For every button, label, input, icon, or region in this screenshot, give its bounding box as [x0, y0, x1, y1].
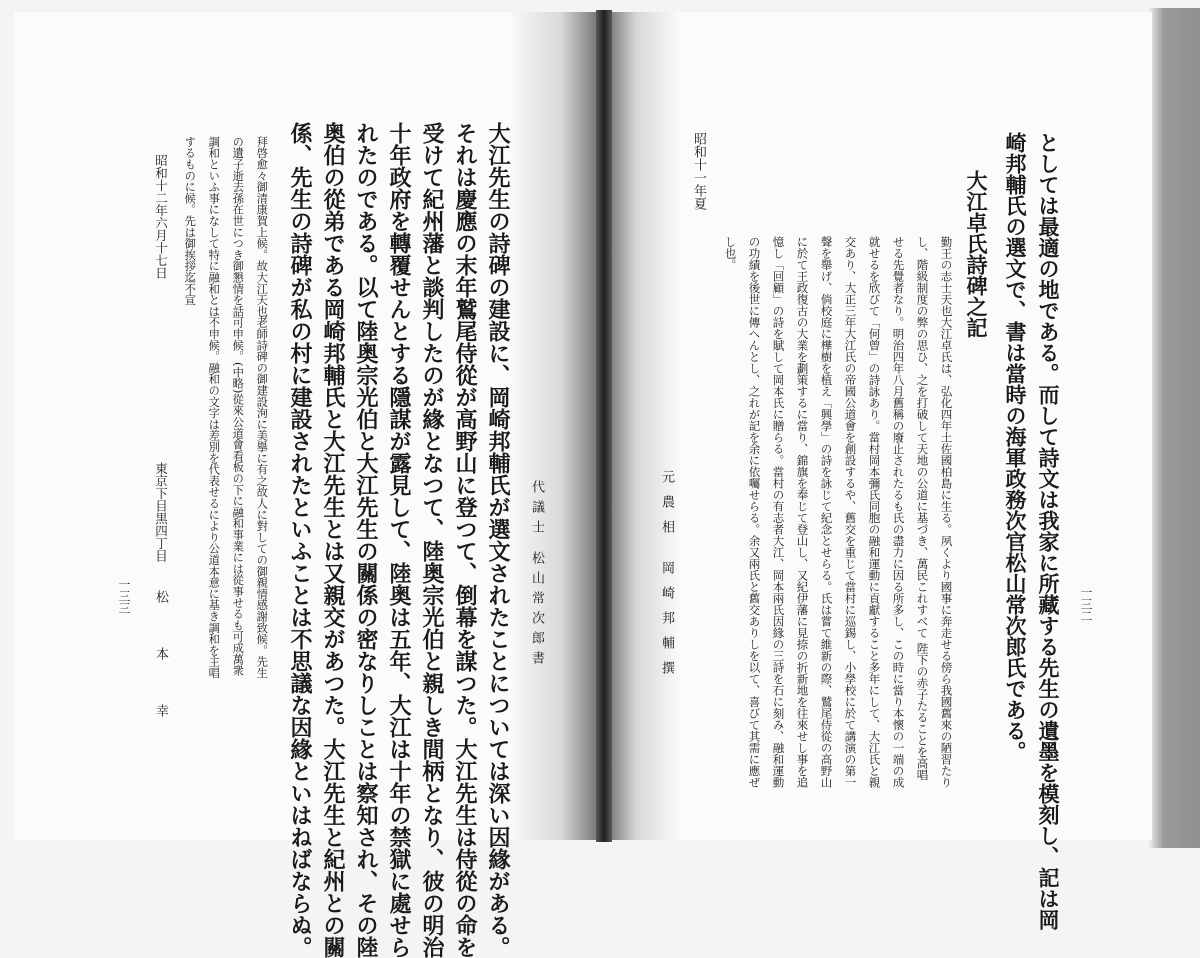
body-line: 受けて紀州藩と談判したのが緣となつて、陸奥宗光伯と親しき間柄となり、彼の明治 — [419, 122, 445, 958]
letter-line: 調和といふ事になして特に融和とは不申候。融和の文字は差別を代表せるにより公道本意に基き調和を主唱 — [207, 136, 221, 679]
letter-sender: 松 本 幸 — [153, 590, 168, 738]
inscription-line: 聲を舉げ、倘校庭に樺樹を植え「興學」の詩を詠じて紀念とせらる。氏は嘗て維新の際、鷲尾侍從の高野山 — [819, 236, 834, 788]
letter-line: 拜啓愈々御清康賀上候。故大江天也老師詩碑の御建設洵に美擧に有之故人に對しての御親情感謝致候。先生 — [255, 136, 269, 679]
inscription-line: し、階級制度の弊の思ひ、之を打破して天地の公道に基づき、萬民これすべて 陛下の赤子たることを高唱 — [915, 236, 930, 781]
body-line: れたのである。以て陸奥宗光伯と大江先生の關係の密なりしことは察知され、その陸 — [353, 122, 379, 958]
body-line: 係、先生の詩碑が私の村に建設されたといふことは不思議な因緣といはねばならぬ。 — [287, 122, 313, 958]
letter-address: 東京下目黒四丁目 — [153, 462, 169, 562]
page-number: 一三二 — [1079, 586, 1093, 622]
intro-line: 崎邦輔氏の選文で、書は當時の海軍政務次官松山常次郎氏である。 — [1003, 132, 1028, 762]
body-line: 奥伯の從弟である岡崎邦輔氏と大江先生とは又親交があつた。大江先生と紀州との關 — [320, 122, 346, 958]
inscription-line: 交あり、大正三年大江氏の帝國公道會を創設するや、舊交を重じて當村に巡錫し、小學校に於て講演の第一 — [843, 236, 858, 788]
letter-date: 昭和十二年六月十七日 — [153, 154, 169, 279]
inscription-line: に於て王政復古の大業を劃策するに當り、錦旗を奉じて登山し、又紀伊藩に見捺の折新地を往來せし事を追 — [795, 236, 810, 788]
scan-edge-shadow — [1148, 8, 1200, 848]
letter-line: するものに候。先は御挨拶迄不宣 — [183, 136, 197, 306]
inscription-line: せる先覺者なり。明治四年八月舊稱の廢止されたるも氏の盡力に因る所多し、この時に當り本懷の一端の成 — [891, 236, 906, 788]
inscription-line: 就せるを欣びて「何曾」の詩詠あり。當村岡本彌氏同胞の融和運動に貢獻すること多年にして、大江氏と親 — [867, 236, 882, 788]
inscription-line: し也。 — [723, 236, 738, 271]
intro-line: としては最適の地である。而して詩文は我家に所藏する先生の遺墨を模刻し、記は岡 — [1036, 132, 1061, 930]
inscription-title: 大江卓氏詩碑之記 — [964, 170, 989, 338]
body-line: それは慶應の末年鷲尾侍從が高野山に登つて、倒幕を謀つた。大江先生は侍從の命を — [452, 122, 478, 958]
author-signature: 元農相 岡崎邦輔撰 — [659, 470, 674, 687]
book-gutter — [596, 10, 612, 842]
letter-line: の遺子逝去孫在世につき御懇情を話可申候。(中略)從來公道會看板の下に融和事業には從事せるも可成萬衆 — [231, 136, 245, 676]
inscription-date: 昭和十一年夏 — [691, 132, 706, 210]
body-line: 大江先生の詩碑の建設に、岡崎邦輔氏が選文されたことについては深い因緣がある。 — [485, 122, 511, 958]
calligrapher-signature: 代議士 松山常次郎書 — [529, 480, 544, 672]
page-number: 一三三 — [117, 578, 131, 614]
inscription-line: 勤王の志士天也大江卓氏は、弘化四年土佐國柏島に生る。夙くより國事に奔走せる傍ら我國舊來の陋習たり — [939, 236, 954, 788]
body-line: 十年政府を轉覆せんとする隱謀が露見して、陸奥は五年、大江は十年の禁獄に處せら — [386, 122, 412, 958]
inscription-line: 憶し「回顧」の詩を賦して岡本氏に贈らる。當村の有志者大江、岡本兩氏因緣の三詩を石に刻み、融和運動 — [771, 236, 786, 788]
inscription-line: の功績を後世に傳へんとし、之れが記を余に依囑せらる。余又兩氏と舊交ありしを以て、喜びて其需に應ぜ — [747, 236, 762, 788]
